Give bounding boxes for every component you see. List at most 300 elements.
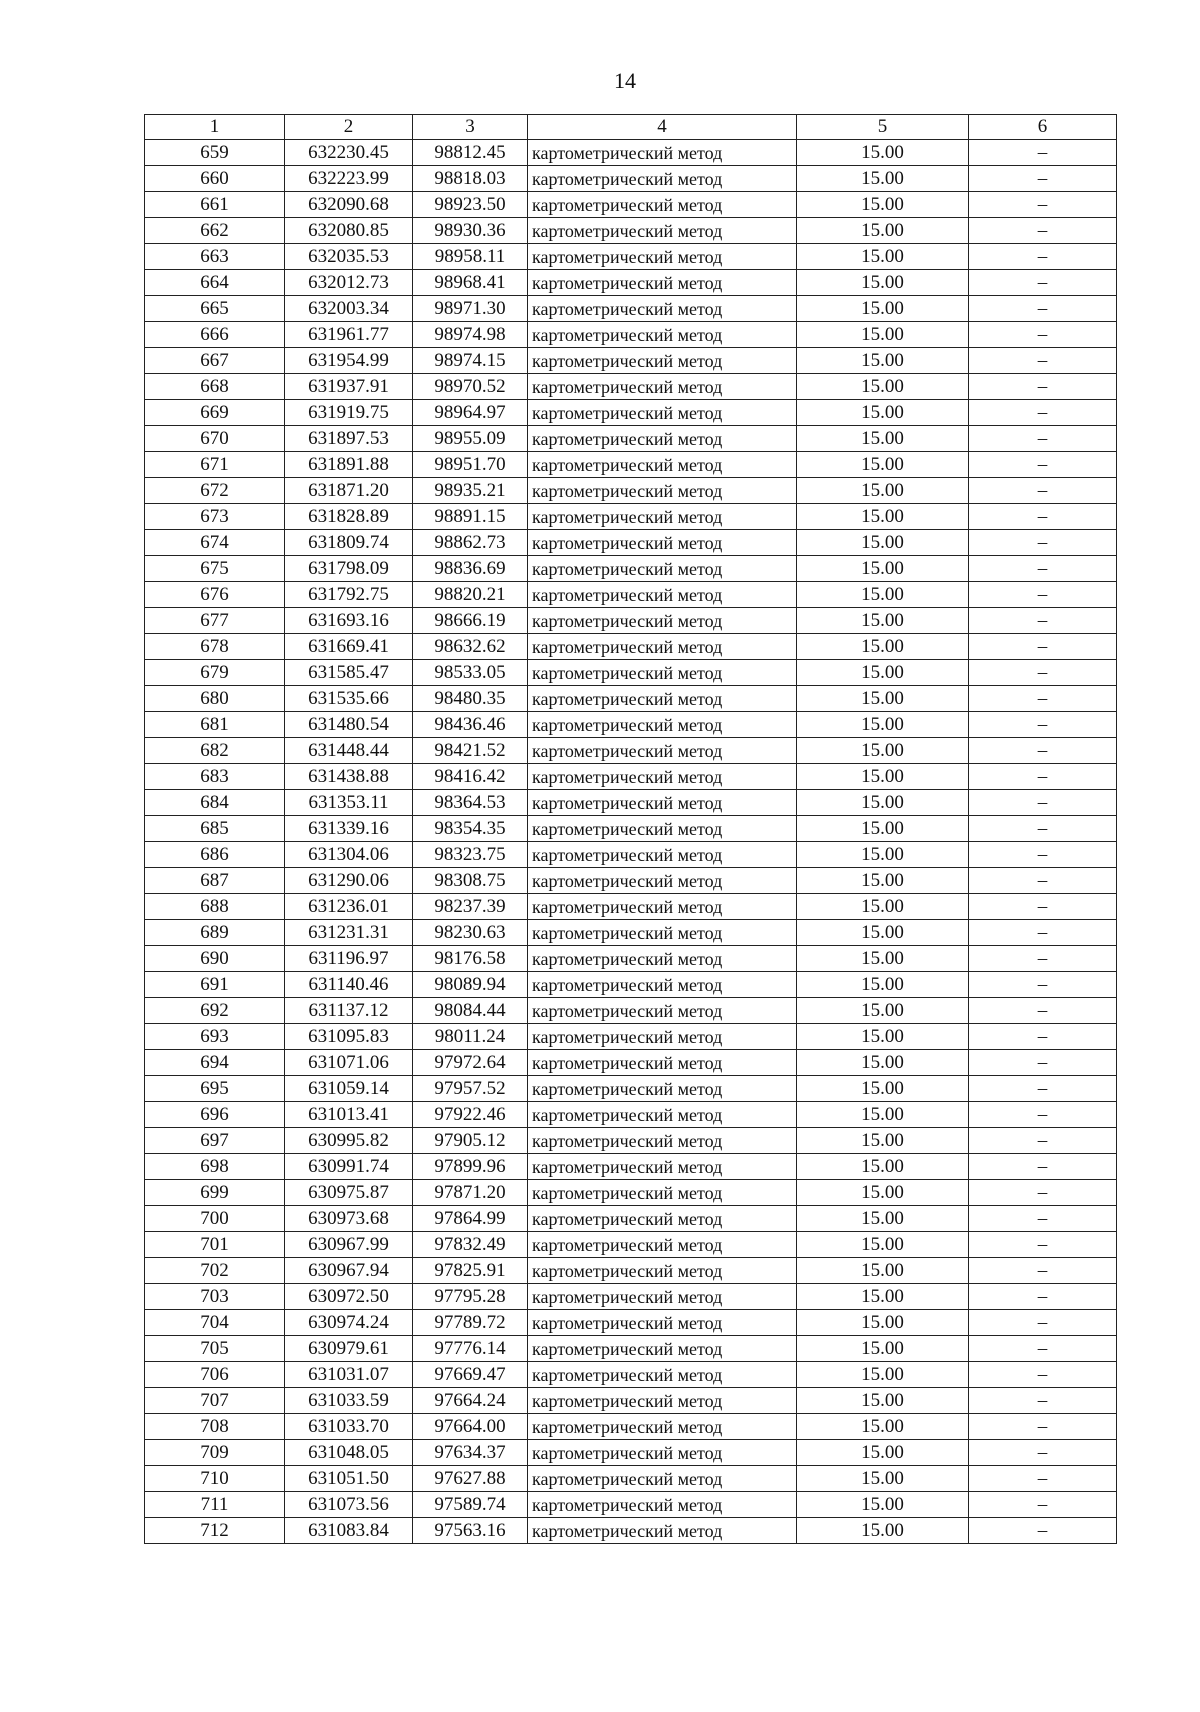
accuracy-cell: 15.00 [797,608,969,634]
table-row [145,166,1117,192]
method-cell: картометрический метод [528,1388,797,1414]
y-coordinate-cell: 98436.46 [413,712,528,738]
x-coordinate-cell: 631140.46 [285,972,413,998]
point-number-cell: 660 [145,166,285,192]
table-row [145,1388,1117,1414]
accuracy-cell: 15.00 [797,374,969,400]
accuracy-cell: 15.00 [797,920,969,946]
method-cell: картометрический метод [528,1258,797,1284]
accuracy-cell: 15.00 [797,1154,969,1180]
table-row [145,374,1117,400]
table-row [145,764,1117,790]
table-row [145,1102,1117,1128]
point-number-cell: 708 [145,1414,285,1440]
accuracy-cell: 15.00 [797,946,969,972]
accuracy-cell: 15.00 [797,1440,969,1466]
method-cell: картометрический метод [528,296,797,322]
x-coordinate-cell: 631798.09 [285,556,413,582]
x-coordinate-cell: 631031.07 [285,1362,413,1388]
accuracy-cell: 15.00 [797,140,969,166]
method-cell: картометрический метод [528,504,797,530]
point-number-cell: 683 [145,764,285,790]
y-coordinate-cell: 98958.11 [413,244,528,270]
point-number-cell: 706 [145,1362,285,1388]
y-coordinate-cell: 98964.97 [413,400,528,426]
point-number-cell: 690 [145,946,285,972]
point-number-cell: 691 [145,972,285,998]
table-row [145,634,1117,660]
note-cell: – [969,686,1117,712]
x-coordinate-cell: 630967.94 [285,1258,413,1284]
table-row [145,738,1117,764]
point-number-cell: 673 [145,504,285,530]
y-coordinate-cell: 98416.42 [413,764,528,790]
x-coordinate-cell: 631828.89 [285,504,413,530]
point-number-cell: 689 [145,920,285,946]
table-row [145,1206,1117,1232]
point-number-cell: 692 [145,998,285,1024]
y-coordinate-cell: 98812.45 [413,140,528,166]
table-row [145,530,1117,556]
x-coordinate-cell: 631196.97 [285,946,413,972]
point-number-cell: 699 [145,1180,285,1206]
method-cell: картометрический метод [528,140,797,166]
method-cell: картометрический метод [528,634,797,660]
note-cell: – [969,504,1117,530]
note-cell: – [969,920,1117,946]
point-number-cell: 669 [145,400,285,426]
x-coordinate-cell: 630995.82 [285,1128,413,1154]
note-cell: – [969,452,1117,478]
note-cell: – [969,634,1117,660]
method-cell: картометрический метод [528,400,797,426]
accuracy-cell: 15.00 [797,348,969,374]
note-cell: – [969,790,1117,816]
x-coordinate-cell: 630967.99 [285,1232,413,1258]
method-cell: картометрический метод [528,998,797,1024]
method-cell: картометрический метод [528,790,797,816]
x-coordinate-cell: 631961.77 [285,322,413,348]
point-number-cell: 711 [145,1492,285,1518]
note-cell: – [969,374,1117,400]
table-row [145,218,1117,244]
method-cell: картометрический метод [528,1518,797,1544]
note-cell: – [969,322,1117,348]
table-row [145,1440,1117,1466]
note-cell: – [969,1362,1117,1388]
note-cell: – [969,140,1117,166]
note-cell: – [969,1232,1117,1258]
table-row [145,1362,1117,1388]
accuracy-cell: 15.00 [797,1414,969,1440]
accuracy-cell: 15.00 [797,1466,969,1492]
method-cell: картометрический метод [528,946,797,972]
column-header: 6 [969,115,1117,140]
table-row [145,478,1117,504]
accuracy-cell: 15.00 [797,400,969,426]
table-row [145,140,1117,166]
method-cell: картометрический метод [528,478,797,504]
x-coordinate-cell: 631919.75 [285,400,413,426]
table-row [145,400,1117,426]
x-coordinate-cell: 631137.12 [285,998,413,1024]
x-coordinate-cell: 630972.50 [285,1284,413,1310]
point-number-cell: 694 [145,1050,285,1076]
method-cell: картометрический метод [528,1050,797,1076]
method-cell: картометрический метод [528,374,797,400]
point-number-cell: 670 [145,426,285,452]
table-row [145,920,1117,946]
y-coordinate-cell: 98176.58 [413,946,528,972]
y-coordinate-cell: 98089.94 [413,972,528,998]
accuracy-cell: 15.00 [797,1336,969,1362]
y-coordinate-cell: 98970.52 [413,374,528,400]
point-number-cell: 662 [145,218,285,244]
accuracy-cell: 15.00 [797,738,969,764]
point-number-cell: 684 [145,790,285,816]
method-cell: картометрический метод [528,452,797,478]
x-coordinate-cell: 631083.84 [285,1518,413,1544]
x-coordinate-cell: 632003.34 [285,296,413,322]
table-row [145,1466,1117,1492]
table-row [145,1310,1117,1336]
method-cell: картометрический метод [528,1180,797,1206]
point-number-cell: 661 [145,192,285,218]
method-cell: картометрический метод [528,868,797,894]
method-cell: картометрический метод [528,738,797,764]
table-row [145,426,1117,452]
y-coordinate-cell: 98971.30 [413,296,528,322]
note-cell: – [969,998,1117,1024]
note-cell: – [969,1206,1117,1232]
point-number-cell: 707 [145,1388,285,1414]
y-coordinate-cell: 97972.64 [413,1050,528,1076]
point-number-cell: 685 [145,816,285,842]
point-number-cell: 700 [145,1206,285,1232]
method-cell: картометрический метод [528,1336,797,1362]
x-coordinate-cell: 631448.44 [285,738,413,764]
y-coordinate-cell: 98230.63 [413,920,528,946]
point-number-cell: 697 [145,1128,285,1154]
x-coordinate-cell: 631480.54 [285,712,413,738]
table-row [145,816,1117,842]
column-header: 1 [145,115,285,140]
table-row [145,712,1117,738]
x-coordinate-cell: 631809.74 [285,530,413,556]
table-row [145,1284,1117,1310]
table-row [145,244,1117,270]
table-row [145,608,1117,634]
table-row [145,868,1117,894]
y-coordinate-cell: 98951.70 [413,452,528,478]
y-coordinate-cell: 97864.99 [413,1206,528,1232]
accuracy-cell: 15.00 [797,972,969,998]
table-row [145,348,1117,374]
note-cell: – [969,1336,1117,1362]
note-cell: – [969,1102,1117,1128]
note-cell: – [969,1050,1117,1076]
table-row [145,504,1117,530]
point-number-cell: 675 [145,556,285,582]
y-coordinate-cell: 97825.91 [413,1258,528,1284]
x-coordinate-cell: 630979.61 [285,1336,413,1362]
y-coordinate-cell: 98862.73 [413,530,528,556]
method-cell: картометрический метод [528,1154,797,1180]
y-coordinate-cell: 98666.19 [413,608,528,634]
y-coordinate-cell: 97905.12 [413,1128,528,1154]
x-coordinate-cell: 632223.99 [285,166,413,192]
x-coordinate-cell: 631095.83 [285,1024,413,1050]
note-cell: – [969,270,1117,296]
method-cell: картометрический метод [528,1284,797,1310]
note-cell: – [969,1180,1117,1206]
point-number-cell: 712 [145,1518,285,1544]
x-coordinate-cell: 631013.41 [285,1102,413,1128]
accuracy-cell: 15.00 [797,842,969,868]
table-row [145,270,1117,296]
y-coordinate-cell: 97563.16 [413,1518,528,1544]
x-coordinate-cell: 631353.11 [285,790,413,816]
method-cell: картометрический метод [528,816,797,842]
y-coordinate-cell: 98930.36 [413,218,528,244]
x-coordinate-cell: 631535.66 [285,686,413,712]
note-cell: – [969,556,1117,582]
table-row [145,1024,1117,1050]
note-cell: – [969,1128,1117,1154]
point-number-cell: 710 [145,1466,285,1492]
point-number-cell: 693 [145,1024,285,1050]
accuracy-cell: 15.00 [797,998,969,1024]
accuracy-cell: 15.00 [797,790,969,816]
header-row [145,115,1117,140]
note-cell: – [969,894,1117,920]
note-cell: – [969,1076,1117,1102]
note-cell: – [969,660,1117,686]
note-cell: – [969,296,1117,322]
accuracy-cell: 15.00 [797,1388,969,1414]
note-cell: – [969,1310,1117,1336]
x-coordinate-cell: 631304.06 [285,842,413,868]
accuracy-cell: 15.00 [797,270,969,296]
method-cell: картометрический метод [528,1466,797,1492]
point-number-cell: 677 [145,608,285,634]
x-coordinate-cell: 631290.06 [285,868,413,894]
method-cell: картометрический метод [528,270,797,296]
x-coordinate-cell: 631048.05 [285,1440,413,1466]
y-coordinate-cell: 98421.52 [413,738,528,764]
accuracy-cell: 15.00 [797,1492,969,1518]
point-number-cell: 674 [145,530,285,556]
method-cell: картометрический метод [528,842,797,868]
y-coordinate-cell: 98084.44 [413,998,528,1024]
accuracy-cell: 15.00 [797,868,969,894]
accuracy-cell: 15.00 [797,218,969,244]
note-cell: – [969,712,1117,738]
x-coordinate-cell: 630991.74 [285,1154,413,1180]
note-cell: – [969,816,1117,842]
y-coordinate-cell: 97669.47 [413,1362,528,1388]
x-coordinate-cell: 631669.41 [285,634,413,660]
y-coordinate-cell: 97899.96 [413,1154,528,1180]
method-cell: картометрический метод [528,894,797,920]
y-coordinate-cell: 97789.72 [413,1310,528,1336]
table-row [145,452,1117,478]
point-number-cell: 672 [145,478,285,504]
point-number-cell: 671 [145,452,285,478]
accuracy-cell: 15.00 [797,1076,969,1102]
table-row [145,1492,1117,1518]
point-number-cell: 703 [145,1284,285,1310]
column-header: 2 [285,115,413,140]
point-number-cell: 666 [145,322,285,348]
x-coordinate-cell: 631236.01 [285,894,413,920]
note-cell: – [969,608,1117,634]
note-cell: – [969,1414,1117,1440]
point-number-cell: 681 [145,712,285,738]
method-cell: картометрический метод [528,1024,797,1050]
note-cell: – [969,946,1117,972]
y-coordinate-cell: 98323.75 [413,842,528,868]
accuracy-cell: 15.00 [797,1284,969,1310]
table-body [145,140,1117,1544]
point-number-cell: 709 [145,1440,285,1466]
method-cell: картометрический метод [528,348,797,374]
table-header [145,115,1117,140]
note-cell: – [969,1440,1117,1466]
method-cell: картометрический метод [528,1414,797,1440]
y-coordinate-cell: 98354.35 [413,816,528,842]
point-number-cell: 686 [145,842,285,868]
x-coordinate-cell: 631792.75 [285,582,413,608]
x-coordinate-cell: 631073.56 [285,1492,413,1518]
point-number-cell: 663 [145,244,285,270]
table-row [145,946,1117,972]
note-cell: – [969,1492,1117,1518]
y-coordinate-cell: 98533.05 [413,660,528,686]
point-number-cell: 676 [145,582,285,608]
method-cell: картометрический метод [528,1310,797,1336]
note-cell: – [969,1466,1117,1492]
accuracy-cell: 15.00 [797,634,969,660]
table-row [145,1336,1117,1362]
method-cell: картометрический метод [528,920,797,946]
note-cell: – [969,842,1117,868]
table-row [145,296,1117,322]
method-cell: картометрический метод [528,322,797,348]
accuracy-cell: 15.00 [797,322,969,348]
point-number-cell: 705 [145,1336,285,1362]
point-number-cell: 702 [145,1258,285,1284]
page-number: 14 [614,68,636,93]
method-cell: картометрический метод [528,1492,797,1518]
x-coordinate-cell: 630974.24 [285,1310,413,1336]
method-cell: картометрический метод [528,1440,797,1466]
accuracy-cell: 15.00 [797,1102,969,1128]
y-coordinate-cell: 97589.74 [413,1492,528,1518]
x-coordinate-cell: 631438.88 [285,764,413,790]
x-coordinate-cell: 632080.85 [285,218,413,244]
note-cell: – [969,1388,1117,1414]
point-number-cell: 696 [145,1102,285,1128]
accuracy-cell: 15.00 [797,894,969,920]
accuracy-cell: 15.00 [797,426,969,452]
point-number-cell: 659 [145,140,285,166]
accuracy-cell: 15.00 [797,244,969,270]
x-coordinate-cell: 631071.06 [285,1050,413,1076]
x-coordinate-cell: 630973.68 [285,1206,413,1232]
x-coordinate-cell: 631891.88 [285,452,413,478]
accuracy-cell: 15.00 [797,1232,969,1258]
y-coordinate-cell: 98480.35 [413,686,528,712]
x-coordinate-cell: 631033.70 [285,1414,413,1440]
method-cell: картометрический метод [528,556,797,582]
y-coordinate-cell: 98891.15 [413,504,528,530]
x-coordinate-cell: 631051.50 [285,1466,413,1492]
note-cell: – [969,1284,1117,1310]
note-cell: – [969,972,1117,998]
note-cell: – [969,764,1117,790]
table-row [145,1154,1117,1180]
method-cell: картометрический метод [528,972,797,998]
x-coordinate-cell: 631693.16 [285,608,413,634]
note-cell: – [969,244,1117,270]
method-cell: картометрический метод [528,166,797,192]
accuracy-cell: 15.00 [797,582,969,608]
x-coordinate-cell: 631059.14 [285,1076,413,1102]
method-cell: картометрический метод [528,686,797,712]
y-coordinate-cell: 98308.75 [413,868,528,894]
accuracy-cell: 15.00 [797,686,969,712]
point-number-cell: 668 [145,374,285,400]
column-header: 5 [797,115,969,140]
note-cell: – [969,1258,1117,1284]
note-cell: – [969,192,1117,218]
accuracy-cell: 15.00 [797,452,969,478]
accuracy-cell: 15.00 [797,1206,969,1232]
table-row [145,660,1117,686]
x-coordinate-cell: 631231.31 [285,920,413,946]
table-row [145,894,1117,920]
point-number-cell: 680 [145,686,285,712]
table-row [145,1128,1117,1154]
y-coordinate-cell: 98632.62 [413,634,528,660]
method-cell: картометрический метод [528,608,797,634]
y-coordinate-cell: 98974.98 [413,322,528,348]
method-cell: картометрический метод [528,244,797,270]
table-row [145,582,1117,608]
table-row [145,556,1117,582]
point-number-cell: 679 [145,660,285,686]
point-number-cell: 704 [145,1310,285,1336]
accuracy-cell: 15.00 [797,1258,969,1284]
note-cell: – [969,868,1117,894]
table-row [145,998,1117,1024]
x-coordinate-cell: 631897.53 [285,426,413,452]
method-cell: картометрический метод [528,192,797,218]
x-coordinate-cell: 632090.68 [285,192,413,218]
y-coordinate-cell: 97634.37 [413,1440,528,1466]
note-cell: – [969,218,1117,244]
accuracy-cell: 15.00 [797,296,969,322]
method-cell: картометрический метод [528,1362,797,1388]
note-cell: – [969,478,1117,504]
column-header: 4 [528,115,797,140]
note-cell: – [969,1518,1117,1544]
accuracy-cell: 15.00 [797,478,969,504]
table-row [145,1076,1117,1102]
point-number-cell: 688 [145,894,285,920]
method-cell: картометрический метод [528,1206,797,1232]
